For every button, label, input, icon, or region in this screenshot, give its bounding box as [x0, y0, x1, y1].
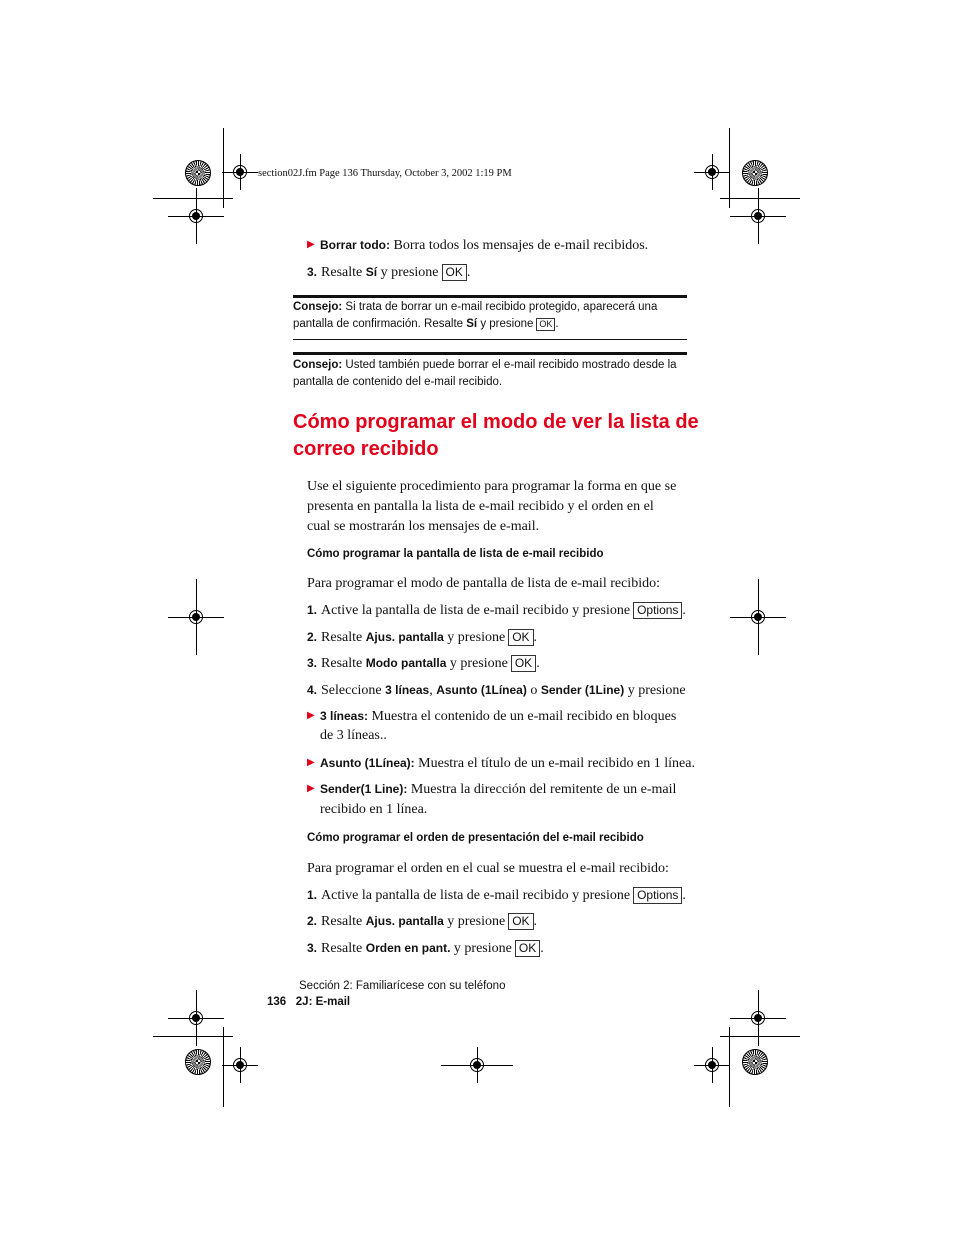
file-header: section02J.fm Page 136 Thursday, October 3, 2002 1:19 PM — [258, 168, 512, 179]
bullet-arrow-icon: ▶ — [307, 710, 315, 721]
page-number: 136 — [267, 996, 287, 1008]
sub2-step-1: 1. Active la pantalla de lista de e-mail recibido y presione Options . — [307, 888, 686, 903]
footer-page-line — [267, 996, 350, 1008]
crop-mark — [720, 1036, 800, 1037]
registration-rosette-top-left — [185, 160, 211, 186]
tip-1: Consejo: Si trata de borrar un e-mail recibido protegido, aparecerá una pantalla de confirmación. Resalte Sí y presione OK . — [293, 301, 658, 330]
ok-key-icon: OK — [515, 940, 540, 957]
ok-key-icon: OK — [536, 318, 555, 331]
chapter-name: 2J: E-mail — [295, 996, 351, 1008]
step-3-top: 3. Resalte Sí y presione OK . — [307, 265, 471, 280]
sub1-step-2: 2. Resalte Ajus. pantalla y presione OK . — [307, 630, 538, 645]
subsection-title-2: Cómo programar el orden de presentación del e-mail recibido — [307, 832, 644, 844]
ok-key-icon: OK — [508, 913, 533, 930]
bullet-asunto: ▶ Asunto (1Línea): Muestra el título de un e-mail recibido en 1 línea. — [320, 753, 695, 774]
registration-rosette-top-right — [742, 160, 768, 186]
crop-mark — [153, 1036, 233, 1037]
sub2-lead: Para programar el orden en el cual se muestra el e-mail recibido: — [307, 861, 669, 876]
section-title: Cómo programar el modo de ver la lista de correo recibido — [293, 411, 699, 460]
sub2-step-2: 2. Resalte Ajus. pantalla y presione OK . — [307, 914, 538, 929]
bullet-arrow-icon: ▶ — [307, 757, 315, 768]
sub1-step-3: 3. Resalte Modo pantalla y presione OK . — [307, 656, 540, 671]
sub1-step-1: 1. Active la pantalla de lista de e-mail recibido y presione Options . — [307, 603, 686, 618]
options-key-icon: Options — [633, 602, 682, 619]
bullet-arrow-icon: ▶ — [307, 783, 315, 794]
crop-mark — [720, 198, 800, 199]
bullet-text: Borra todos los mensajes de e-mail recibidos. — [390, 238, 649, 253]
tip-rule-top — [293, 352, 687, 355]
registration-rosette-bottom-left — [185, 1049, 211, 1075]
crop-mark — [729, 1027, 730, 1107]
sub1-step-4: 4. Seleccione 3 líneas, Asunto (1Línea) o Sender (1Line) y presione — [307, 683, 686, 698]
subsection-title-1: Cómo programar la pantalla de lista de e-mail recibido — [307, 548, 604, 560]
ok-key-icon: OK — [442, 264, 467, 281]
bullet-borrar-todo — [307, 235, 649, 256]
options-key-icon: Options — [633, 887, 682, 904]
registration-rosette-bottom-right — [742, 1049, 768, 1075]
sub1-lead: Para programar el modo de pantalla de lista de e-mail recibido: — [307, 576, 660, 591]
crop-mark — [223, 1027, 224, 1107]
section-intro: Use el siguiente procedimiento para programar la forma en que se presenta en pantalla la lista de e-mail recibido y el orden en el cual se mostrarán los mensajes de e-mail. — [307, 479, 677, 534]
crop-mark — [153, 198, 233, 199]
footer-section: Sección 2: Familiarícese con su teléfono — [299, 980, 506, 992]
tip-rule-top — [293, 295, 687, 298]
crop-mark — [223, 128, 224, 208]
bullet-sender: ▶ Sender(1 Line): Muestra la dirección del remitente de un e-mail — [320, 779, 676, 800]
bullet-arrow-icon: ▶ — [307, 239, 315, 250]
tip-2: Consejo: Usted también puede borrar el e-mail recibido mostrado desde la pantalla de contenido del e-mail recibido. — [293, 359, 677, 388]
bullet-sender-cont: recibido en 1 línea. — [320, 802, 428, 817]
tip-rule-bottom — [293, 339, 687, 340]
bullet-3-lineas: ▶ 3 líneas: Muestra el contenido de un e-mail recibido en bloques — [320, 706, 676, 727]
crop-mark — [729, 128, 730, 208]
ok-key-icon: OK — [511, 655, 536, 672]
sub2-step-3: 3. Resalte Orden en pant. y presione OK . — [307, 941, 544, 956]
bullet-3-lineas-cont: de 3 líneas.. — [320, 728, 387, 743]
bullet-label: Borrar todo: — [320, 238, 390, 252]
ok-key-icon: OK — [508, 629, 533, 646]
